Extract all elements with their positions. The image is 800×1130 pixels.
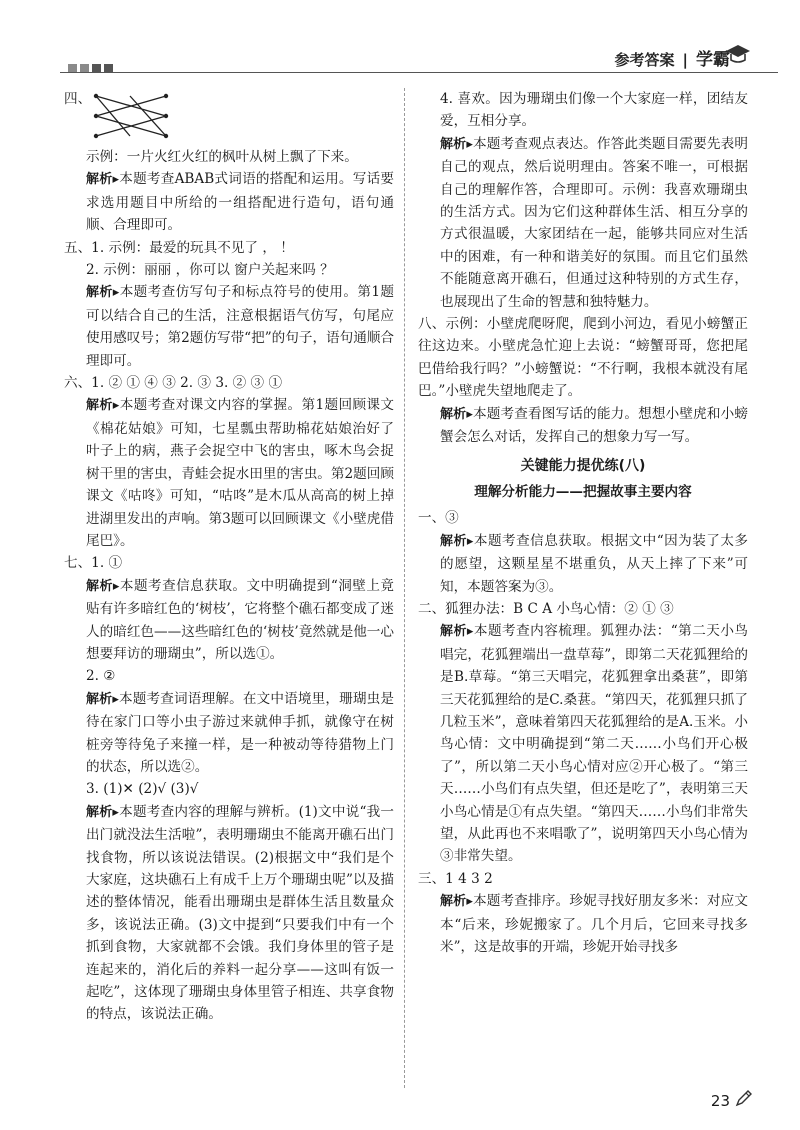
q5-answer-1: 五、1. 示例：最爱的玩具不见了 ， ！: [64, 239, 294, 256]
q7-4-answer: 4. 喜欢。因为珊瑚虫们像一个大家庭一样，团结友爱，互相分享。: [440, 91, 748, 130]
q4-label: 四、: [64, 91, 92, 107]
q4-example: 示例：一片火红火红的枫叶从树上飘了下来。: [86, 149, 358, 165]
q8-note-tag: 解析▸: [440, 406, 473, 422]
s2-note: 本题考查内容梳理。狐狸办法：“第二天小鸟唱完，花狐狸端出一盘草莓”，即第二天花狐狸给的是B.草莓。“第三天唱完，花狐狸拿出桑葚”，即第三天花狐狸给的是C.桑葚。“第四天，花狐狸只抓了几粒玉米”，意味着第四天花狐狸给的是A.玉米。小鸟心情：文中明确提到“第二天……小鸟们开心极了”，所以第二天小鸟心情对应②开心极了。“第三天……小鸟们有点失望，但还是吃了”，表明第三天小鸟心情是①有点失望。“第四天……小鸟们非常失望，从此再也不来唱歌了”，说明第四天小鸟心情为③非常失望。: [440, 623, 749, 865]
q8-note: 本题考查看图写话的能力。想想小壁虎和小螃蟹会怎么对话，发挥自己的想象力写一写。: [440, 405, 748, 446]
q4-note: 本题考查ABAB式词语的搭配和运用。写话要求选用题目中所给的一组搭配进行造句，语句通顺、合理即可。: [86, 171, 394, 234]
q6-answer: 六、1. ② ① ④ ③ 2. ③ 3. ② ③ ①: [64, 375, 283, 392]
pencil-icon: [734, 1088, 754, 1108]
s1-note-tag: 解析▸: [440, 533, 474, 549]
q7-2-note-tag: 解析▸: [86, 691, 119, 707]
header-separator: |: [682, 51, 688, 69]
s2-answer: 二、狐狸办法：B C A 小鸟心情：② ① ③: [418, 600, 674, 617]
q7-3-note-tag: 解析▸: [86, 804, 119, 820]
header-title-group: [615, 45, 731, 70]
q7-4-note: 本题考查观点表达。作答此类题目需要先表明自己的观点，然后说明理由。答案不唯一，可根据自己的理解作答，合理即可。示例：我喜欢珊瑚虫的生活方式。因为它们这种群体生活、相互分享的方式很温暖，大家团结在一起，能够共同应对生活中的困难，有一种和谐美好的氛围。而且它们虽然不能随意离开礁石，但通过这种特别的方式生存，也展现出了生命的智慧和独特魅力。: [440, 135, 748, 310]
matching-lines-diagram: [90, 90, 172, 144]
section-subtitle: 理解分析能力——把握故事主要内容: [474, 483, 692, 500]
q7-1-answer: 七、1. ①: [64, 555, 123, 572]
q7-3-answer: 3. (1)✕ (2)√ (3)√: [86, 781, 199, 798]
q7-2-note: 本题考查词语理解。在文中语境里，珊瑚虫是待在家门口等小虫子游过来就伸手抓，就像守在树桩旁等待兔子来撞一样，是一种被动等待猎物上门的状态，所以选②。: [86, 690, 394, 775]
q5-answer-2: 2. 示例：丽丽 ，你可以 窗户关起来吗 ？: [86, 262, 334, 279]
q7-3-note: 本题考查内容的理解与辨析。(1)文中说“我一出门就没法生活啦”，表明珊瑚虫不能离开礁石出门找食物，所以该说法错误。(2)根据文中“我们是个大家庭，这块礁石上有成千上万个珊瑚虫呢”以及描述的整体情况，能看出珊瑚虫是群体生活且数量众多，该说法正确。(3)文中提到“只要我们中有一个抓到食物，大家就都不会饿。我们身体里的管子是连起来的，消化后的养料一起分享——这叫有饭一起吃”，这体现了珊瑚虫身体里管子相连、共享食物的特点，该说法正确。: [86, 803, 394, 1023]
q8-answer: 八、示例：小壁虎爬呀爬，爬到小河边，看见小螃蟹正往这边来。小壁虎急忙迎上去说：“螃蟹哥哥，您把尾巴借给我行吗？”小螃蟹说：“不行啊，我根本就没有尾巴。”小壁虎失望地爬走了。: [418, 316, 748, 400]
q5-note-tag: 解析▸: [86, 285, 120, 301]
header-title: 参考答案: [614, 51, 675, 69]
right-column: [418, 88, 748, 958]
q6-note: 本题考查对课文内容的掌握。第1题回顾课文《棉花姑娘》可知，七星瓢虫帮助棉花姑娘治好了叶子上的病，燕子会捉空中飞的害虫，啄木鸟会捉树干里的害虫，青蛙会捉水田里的害虫。第2题回顾课文《咕咚》可知，“咕咚”是木瓜从高高的树上掉进湖里发出的声响。第3题可以回顾课文《小壁虎借尾巴》。: [86, 397, 394, 549]
q5-note: 本题考查仿写句子和标点符号的使用。第1题可以结合自己的生活，注意根据语气仿写，句尾应使用感叹号；第2题仿写带“把”的句子，语句通顺合理即可。: [86, 284, 395, 369]
q4-note-tag: 解析▸: [86, 172, 120, 188]
s3-note: 本题考查排序。珍妮寻找好朋友多米：对应文本“后来，珍妮搬家了。几个月后，它回来寻找多米”，这是故事的开端，珍妮开始寻找多: [440, 893, 748, 956]
header-logo: 学霸: [696, 50, 730, 70]
q7-1-note-tag: 解析▸: [86, 578, 120, 594]
s3-note-tag: 解析▸: [440, 894, 473, 910]
q4-matching: [64, 88, 394, 146]
header-rule: [60, 72, 778, 73]
s1-answer: 一、③: [418, 510, 459, 527]
q7-1-note: 本题考查信息获取。文中明确提到“洞壁上竟贴有许多暗红色的‘树枝’，它将整个礁石都变成了迷人的暗红色——这些暗红色的‘树枝’竟然就是他一心想要拜访的珊瑚虫”，所以选①。: [86, 577, 395, 662]
section-title: 关键能力提优练(八): [520, 457, 646, 474]
q6-note-tag: 解析▸: [86, 398, 120, 414]
left-column: [64, 88, 394, 1026]
column-divider: [404, 88, 405, 1088]
s3-answer: 三、1 4 3 2: [418, 870, 493, 887]
graduation-cap-icon: [724, 42, 752, 66]
page-number: 23: [710, 1092, 730, 1110]
s2-note-tag: 解析▸: [440, 624, 474, 640]
page-header: [0, 0, 800, 80]
q7-2-answer: 2. ②: [86, 668, 116, 685]
s1-note: 本题考查信息获取。根据文中“因为装了太多的愿望，这颗星星不堪重负，从天上摔了下来”可知，本题答案为③。: [440, 532, 749, 595]
q7-4-note-tag: 解析▸: [440, 136, 473, 152]
